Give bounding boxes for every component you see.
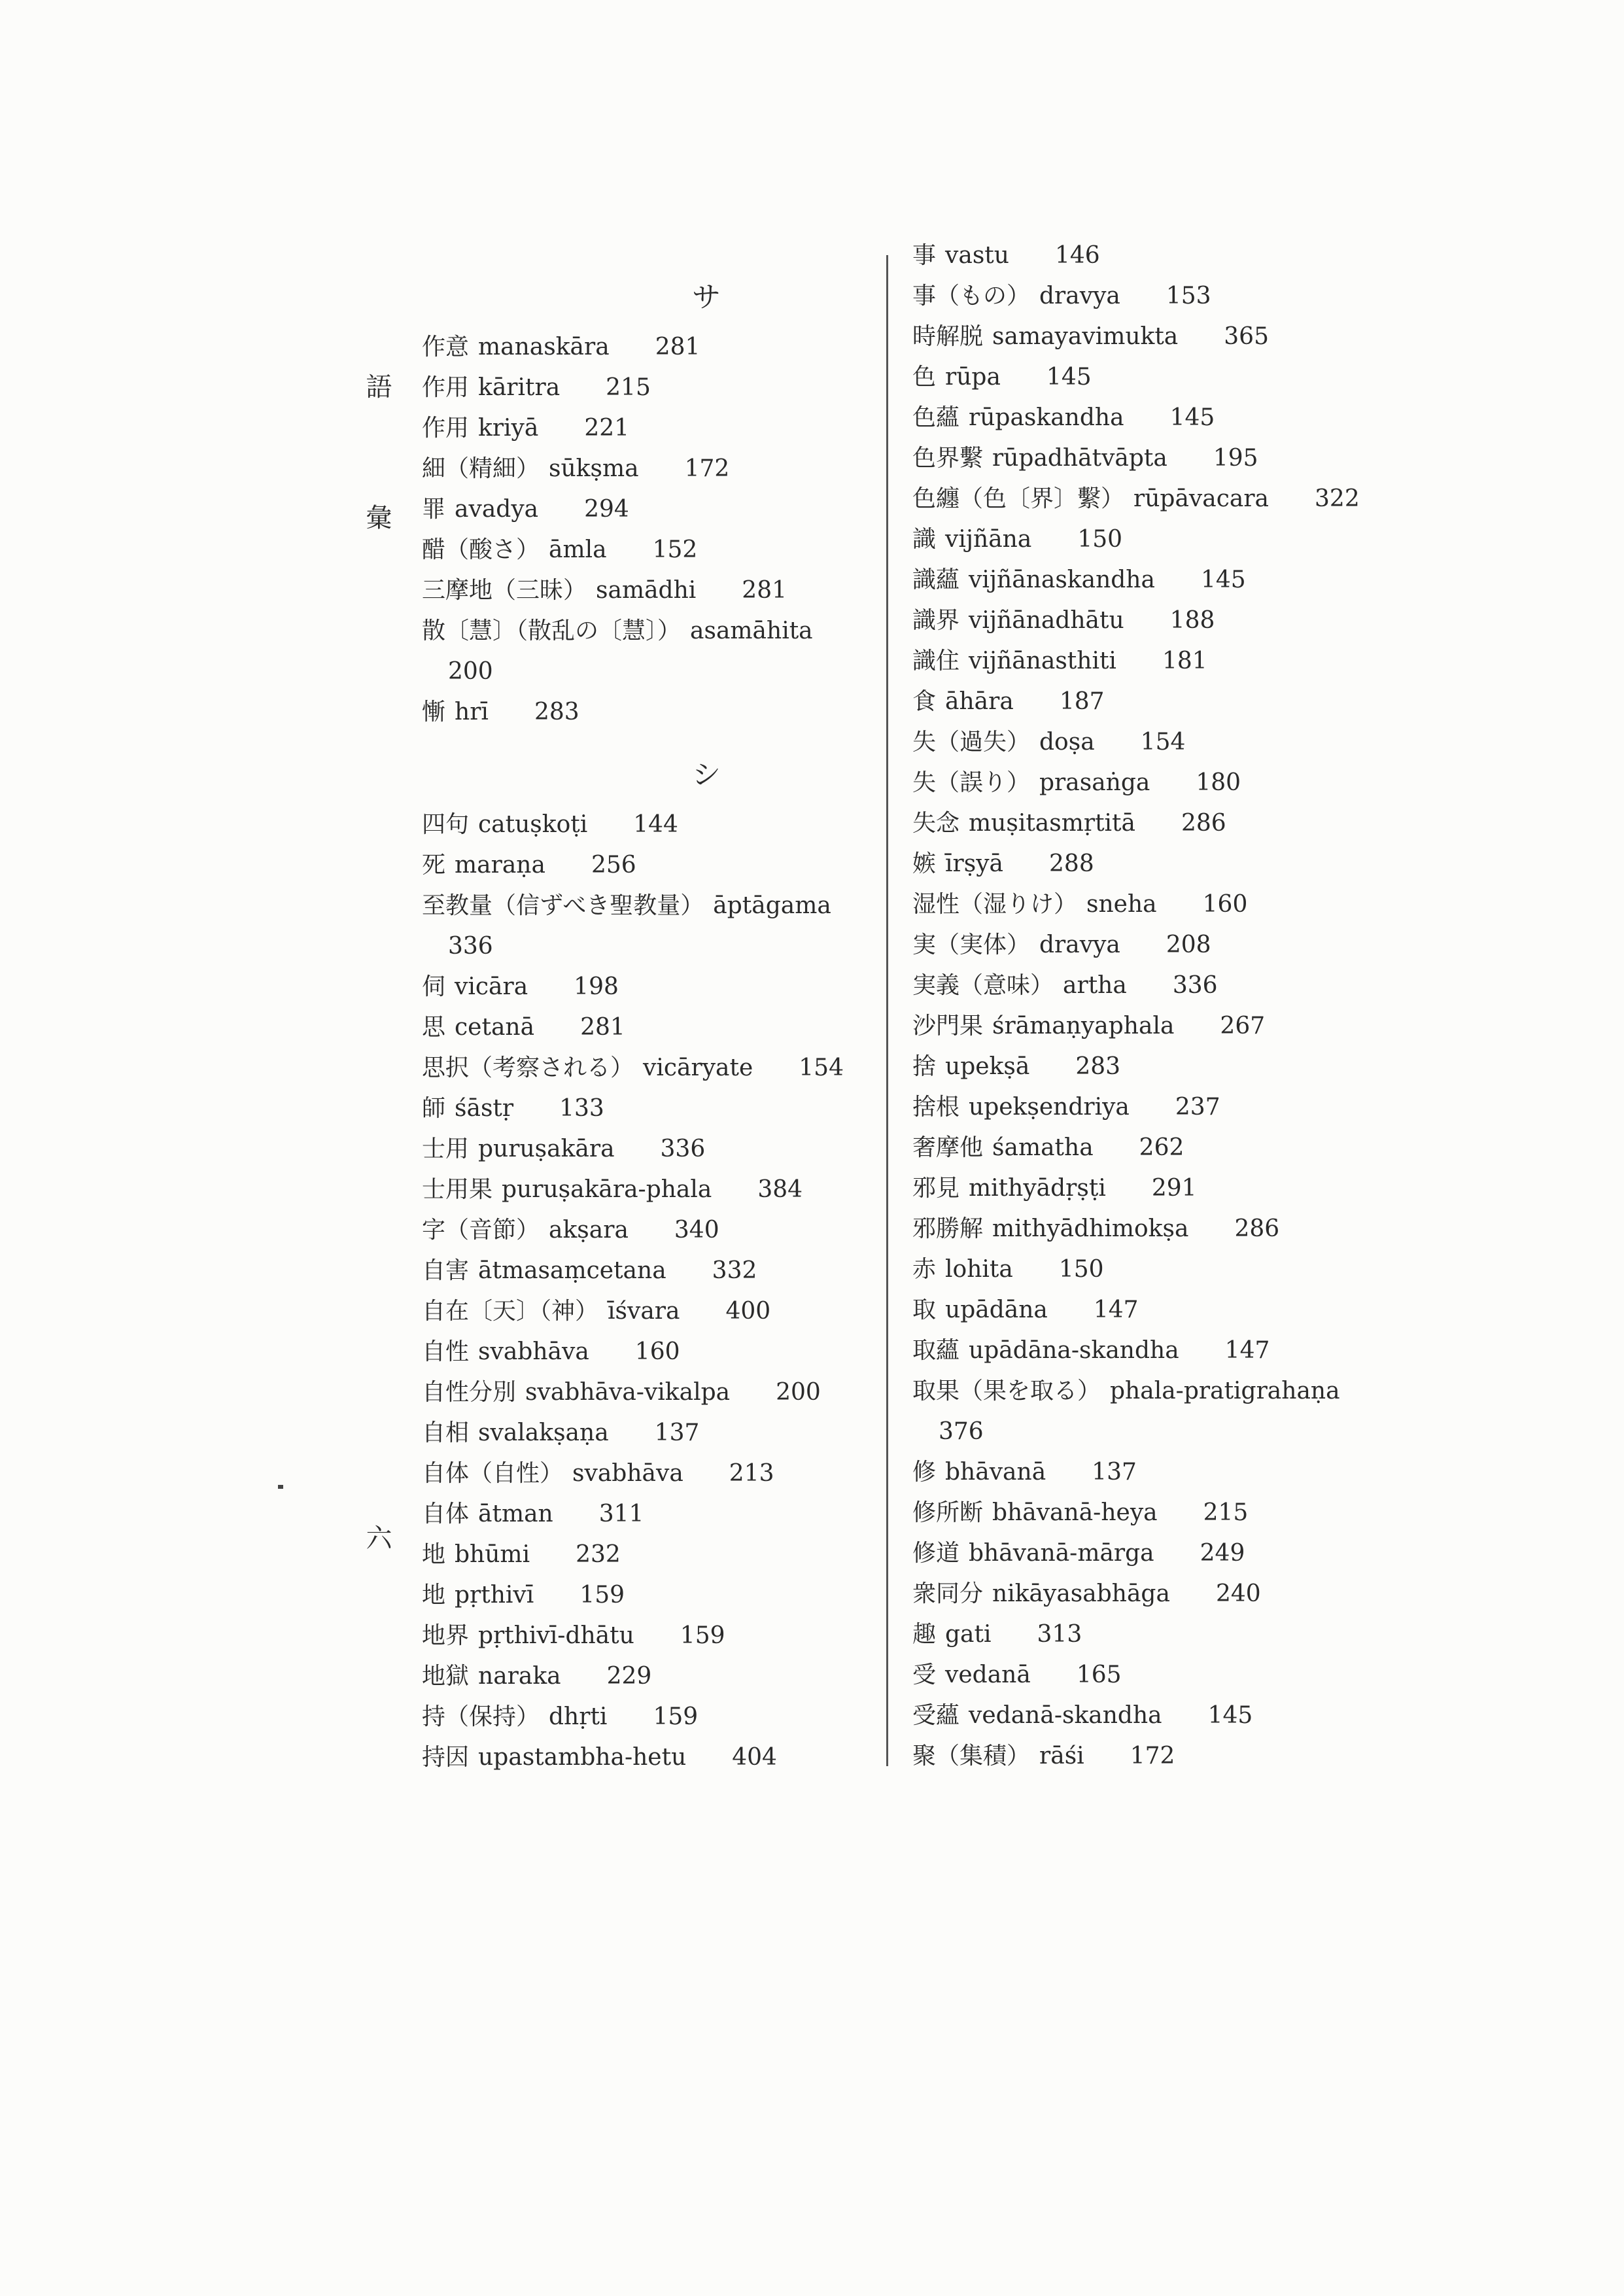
entry-page-number: 286 xyxy=(1181,810,1226,837)
entry-sanskrit: lohita xyxy=(945,1256,1013,1283)
entry-page-number: 283 xyxy=(1075,1053,1121,1080)
entry-sanskrit: prasaṅga xyxy=(1039,769,1150,796)
index-entry xyxy=(422,1170,893,1210)
entry-page-number: 195 xyxy=(1213,445,1258,472)
index-entry xyxy=(422,1251,893,1291)
index-entry xyxy=(422,1048,893,1088)
index-entry xyxy=(912,1168,1429,1209)
index-entry xyxy=(912,763,1429,803)
entry-sanskrit: dhṛti xyxy=(549,1703,608,1730)
index-entry xyxy=(912,1574,1429,1614)
entry-headword: 修所断 xyxy=(912,1499,984,1526)
entry-page-number: 215 xyxy=(1203,1499,1249,1526)
entry-page-number: 154 xyxy=(799,1054,844,1081)
index-entry xyxy=(912,1533,1429,1574)
entry-headword: 醋（酸さ） xyxy=(422,536,540,563)
entry-page-number: 160 xyxy=(1202,891,1248,918)
entry-sanskrit: cetanā xyxy=(455,1014,535,1041)
entry-page-number: 150 xyxy=(1077,526,1123,553)
entry-page-number: 153 xyxy=(1166,283,1211,309)
entry-page-number: 180 xyxy=(1196,769,1241,796)
entry-sanskrit: avadya xyxy=(455,496,539,523)
index-entry xyxy=(912,1371,1429,1452)
index-entry xyxy=(912,1331,1429,1371)
entry-headword: 取蘊 xyxy=(912,1337,960,1364)
entry-page-number: 400 xyxy=(725,1298,771,1325)
index-entry xyxy=(912,641,1429,682)
page-number: 六 xyxy=(362,1524,392,1550)
index-entry xyxy=(422,1494,893,1535)
entry-headword: 色纏（色〔界〕繫） xyxy=(912,485,1125,512)
entry-headword: 沙門果 xyxy=(912,1013,984,1039)
entry-headword: 捨 xyxy=(912,1053,937,1080)
entry-page-number: 332 xyxy=(712,1257,757,1284)
entry-headword: 修 xyxy=(912,1459,937,1486)
entry-headword: 自害 xyxy=(422,1257,470,1284)
entry-sanskrit: puruṣakāra xyxy=(478,1136,615,1162)
entry-page-number: 159 xyxy=(680,1622,725,1649)
entry-page-number: 137 xyxy=(1092,1459,1137,1486)
entry-headword: 聚（集積） xyxy=(912,1743,1031,1769)
entry-sanskrit: vijñānadhātu xyxy=(969,607,1124,634)
entry-sanskrit: hrī xyxy=(455,699,489,725)
entry-sanskrit: rūpaskandha xyxy=(969,404,1124,431)
entry-sanskrit: mithyādṛṣṭi xyxy=(969,1175,1106,1202)
entry-headword: 罪 xyxy=(422,496,446,523)
entry-page-number: 237 xyxy=(1175,1094,1220,1121)
entry-sanskrit: svabhāva-vikalpa xyxy=(525,1379,731,1406)
entry-sanskrit: asamāhita xyxy=(690,617,813,644)
entry-sanskrit: sneha xyxy=(1086,891,1157,918)
entry-sanskrit: rāśi xyxy=(1039,1743,1084,1769)
entry-sanskrit: upekṣendriya xyxy=(969,1094,1130,1121)
entry-headword: 自性分別 xyxy=(422,1379,517,1406)
entry-page-number: 172 xyxy=(1130,1743,1175,1769)
margin-label: 彙 xyxy=(362,504,392,530)
entry-sanskrit: pṛthivī-dhātu xyxy=(478,1622,634,1649)
entry-sanskrit: bhāvanā-heya xyxy=(992,1499,1158,1526)
entry-sanskrit: artha xyxy=(1063,972,1127,999)
entry-page-number: 147 xyxy=(1093,1296,1139,1323)
entry-page-number: 152 xyxy=(652,536,698,563)
entry-sanskrit: vedanā xyxy=(945,1661,1031,1688)
entry-headword: 実義（意味） xyxy=(912,972,1054,999)
entry-page-number: 281 xyxy=(580,1014,625,1041)
index-entry xyxy=(912,722,1429,763)
entry-page-number: 221 xyxy=(584,415,630,442)
index-entry xyxy=(912,519,1429,560)
index-entry xyxy=(422,1129,893,1170)
entry-headword: 受蘊 xyxy=(912,1702,960,1729)
entry-headword: 識蘊 xyxy=(912,566,960,593)
index-entry xyxy=(912,925,1429,965)
index-entry xyxy=(912,1087,1429,1128)
index-entry xyxy=(422,368,893,408)
entry-headword: 趣 xyxy=(912,1621,937,1648)
entry-headword: 識住 xyxy=(912,648,960,674)
entry-sanskrit: āhāra xyxy=(945,688,1014,715)
entry-page-number: 283 xyxy=(534,699,579,725)
entry-headword: 自性 xyxy=(422,1338,470,1365)
entry-page-number: 336 xyxy=(448,933,493,960)
index-entry xyxy=(422,845,893,886)
entry-sanskrit: īśvara xyxy=(608,1298,680,1325)
entry-page-number: 200 xyxy=(448,658,493,685)
entry-sanskrit: phala-pratigrahaṇa xyxy=(1110,1378,1340,1404)
entry-page-number: 215 xyxy=(606,374,651,401)
entry-headword: 時解脱 xyxy=(912,323,984,350)
entry-headword: 地 xyxy=(422,1582,446,1609)
entry-page-number: 198 xyxy=(574,973,619,1000)
entry-sanskrit: samādhi xyxy=(596,577,697,604)
entry-headword: 識 xyxy=(912,526,937,553)
left-column xyxy=(422,268,893,1778)
entry-page-number: 291 xyxy=(1151,1175,1197,1202)
entry-headword: 伺 xyxy=(422,973,446,1000)
entry-sanskrit: samayavimukta xyxy=(992,323,1179,350)
entry-sanskrit: mithyādhimokṣa xyxy=(992,1215,1189,1242)
column-divider xyxy=(886,255,888,1766)
entry-headword: 地 xyxy=(422,1541,446,1568)
index-entry xyxy=(912,1047,1429,1087)
entry-headword: 自在〔天〕（神） xyxy=(422,1298,599,1325)
entry-headword: 師 xyxy=(422,1095,446,1122)
index-entry xyxy=(422,1616,893,1656)
index-entry xyxy=(422,1007,893,1048)
entry-headword: 三摩地（三昧） xyxy=(422,577,587,604)
entry-headword: 散〔慧〕（散乱の〔慧〕） xyxy=(422,617,682,644)
index-entry xyxy=(912,1696,1429,1736)
entry-page-number: 229 xyxy=(606,1663,652,1690)
entry-page-number: 232 xyxy=(576,1541,621,1568)
index-entry xyxy=(422,1210,893,1251)
index-entry xyxy=(422,449,893,489)
entry-sanskrit: rūpa xyxy=(945,364,1001,391)
entry-page-number: 145 xyxy=(1169,404,1215,431)
index-entry xyxy=(422,1737,893,1778)
entry-sanskrit: vijñāna xyxy=(945,526,1032,553)
entry-sanskrit: kāritra xyxy=(478,374,561,401)
index-entry xyxy=(912,1736,1429,1777)
index-entry xyxy=(422,886,893,967)
entry-page-number: 154 xyxy=(1140,729,1186,756)
index-entry xyxy=(422,1088,893,1129)
index-entry xyxy=(912,1006,1429,1047)
index-entry xyxy=(912,1249,1429,1290)
entry-headword: 士用 xyxy=(422,1136,470,1162)
index-entry xyxy=(912,479,1429,519)
entry-headword: 士用果 xyxy=(422,1176,493,1203)
right-column xyxy=(912,235,1429,1777)
index-entry xyxy=(422,805,893,845)
entry-page-number: 365 xyxy=(1224,323,1269,350)
entry-headword: 思択（考察される） xyxy=(422,1054,634,1081)
entry-headword: 死 xyxy=(422,852,446,878)
entry-page-number: 256 xyxy=(591,852,636,878)
entry-headword: 持因 xyxy=(422,1744,470,1771)
entry-headword: 地獄 xyxy=(422,1663,470,1690)
index-entry xyxy=(912,398,1429,438)
entry-headword: 失（過失） xyxy=(912,729,1031,756)
entry-headword: 四句 xyxy=(422,811,470,838)
index-entry xyxy=(422,1413,893,1453)
index-entry xyxy=(422,530,893,570)
entry-sanskrit: manaskāra xyxy=(478,334,610,360)
entry-page-number: 294 xyxy=(584,496,629,523)
entry-page-number: 187 xyxy=(1059,688,1105,715)
entry-headword: 失（誤り） xyxy=(912,769,1031,796)
index-entry xyxy=(912,1290,1429,1331)
entry-page-number: 172 xyxy=(684,455,730,482)
index-entry xyxy=(912,317,1429,357)
index-entry xyxy=(422,611,893,692)
index-entry xyxy=(912,1452,1429,1493)
entry-headword: 自体（自性） xyxy=(422,1460,564,1487)
index-entry xyxy=(912,844,1429,884)
entry-page-number: 322 xyxy=(1315,485,1360,512)
entry-headword: 字（音節） xyxy=(422,1217,540,1244)
entry-headword: 作用 xyxy=(422,374,470,401)
entry-sanskrit: āmla xyxy=(549,536,607,563)
index-entry xyxy=(422,570,893,611)
entry-page-number: 384 xyxy=(757,1176,803,1203)
index-entry xyxy=(912,276,1429,317)
entry-headword: 事（もの） xyxy=(912,283,1031,309)
entry-page-number: 262 xyxy=(1139,1134,1184,1161)
entry-headword: 取果（果を取る） xyxy=(912,1378,1101,1404)
index-entry xyxy=(422,967,893,1007)
entry-sanskrit: puruṣakāra-phala xyxy=(502,1176,712,1203)
entry-sanskrit: kriyā xyxy=(478,415,539,442)
index-entry xyxy=(422,489,893,530)
entry-page-number: 188 xyxy=(1169,607,1215,634)
entry-page-number: 150 xyxy=(1058,1256,1104,1283)
entry-sanskrit: upekṣā xyxy=(945,1053,1030,1080)
entry-page-number: 313 xyxy=(1037,1621,1082,1648)
entry-headword: 奢摩他 xyxy=(912,1134,984,1161)
entry-page-number: 181 xyxy=(1162,648,1207,674)
index-entry xyxy=(422,1372,893,1413)
entry-page-number: 200 xyxy=(776,1379,821,1406)
entry-headword: 取 xyxy=(912,1296,937,1323)
entry-page-number: 311 xyxy=(598,1501,644,1527)
entry-page-number: 146 xyxy=(1054,242,1100,269)
entry-sanskrit: vedanā-skandha xyxy=(969,1702,1162,1729)
entry-page-number: 336 xyxy=(660,1136,706,1162)
entry-sanskrit: bhūmi xyxy=(455,1541,530,1568)
entry-page-number: 133 xyxy=(559,1095,604,1122)
entry-sanskrit: vijñānasthiti xyxy=(969,648,1116,674)
index-entry xyxy=(422,327,893,368)
entry-headword: 至教量（信ずべき聖教量） xyxy=(422,892,704,919)
index-entry xyxy=(912,1614,1429,1655)
entry-page-number: 147 xyxy=(1224,1337,1270,1364)
entry-page-number: 137 xyxy=(654,1419,700,1446)
entry-sanskrit: svalakṣaṇa xyxy=(478,1419,609,1446)
entry-page-number: 376 xyxy=(939,1418,984,1445)
entry-sanskrit: doṣa xyxy=(1039,729,1095,756)
entry-sanskrit: svabhāva xyxy=(478,1338,589,1365)
entry-page-number: 267 xyxy=(1220,1013,1266,1039)
entry-page-number: 281 xyxy=(742,577,787,604)
entry-page-number: 144 xyxy=(633,811,678,838)
section-kana-heading: シ xyxy=(692,758,721,791)
entry-headword: 捨根 xyxy=(912,1094,960,1121)
index-entry xyxy=(912,965,1429,1006)
index-entry xyxy=(912,438,1429,479)
index-entry xyxy=(422,1697,893,1737)
index-entry xyxy=(422,408,893,449)
index-entry xyxy=(912,1128,1429,1168)
entry-headword: 受 xyxy=(912,1661,937,1688)
index-entry xyxy=(912,803,1429,844)
index-entry xyxy=(912,884,1429,925)
index-entry xyxy=(912,1655,1429,1696)
index-entry xyxy=(422,1332,893,1372)
entry-sanskrit: āptāgama xyxy=(713,892,831,919)
entry-headword: 細（精細） xyxy=(422,455,540,482)
index-entry xyxy=(422,1291,893,1332)
entry-headword: 思 xyxy=(422,1014,446,1041)
index-entry xyxy=(422,1535,893,1575)
index-entry xyxy=(912,357,1429,398)
entry-headword: 自相 xyxy=(422,1419,470,1446)
entry-sanskrit: muṣitasmṛtitā xyxy=(969,810,1135,837)
entry-sanskrit: upādāna-skandha xyxy=(969,1337,1179,1364)
entry-headword: 食 xyxy=(912,688,937,715)
entry-page-number: 340 xyxy=(674,1217,719,1244)
entry-sanskrit: vijñānaskandha xyxy=(969,566,1155,593)
entry-sanskrit: dravya xyxy=(1039,931,1120,958)
entry-sanskrit: bhāvanā xyxy=(945,1459,1046,1486)
entry-headword: 邪見 xyxy=(912,1175,960,1202)
index-entry xyxy=(912,682,1429,722)
index-entry xyxy=(912,600,1429,641)
entry-sanskrit: ātman xyxy=(478,1501,553,1527)
index-entry xyxy=(912,560,1429,600)
entry-headword: 作用 xyxy=(422,415,470,442)
entry-sanskrit: śāstṛ xyxy=(455,1095,514,1122)
entry-page-number: 281 xyxy=(655,334,700,360)
entry-page-number: 336 xyxy=(1172,972,1218,999)
entry-sanskrit: rūpāvacara xyxy=(1133,485,1270,512)
entry-sanskrit: vastu xyxy=(945,242,1009,269)
entry-sanskrit: gati xyxy=(945,1621,992,1648)
entry-sanskrit: naraka xyxy=(478,1663,561,1690)
entry-sanskrit: upastambha-hetu xyxy=(478,1744,687,1771)
entry-page-number: 286 xyxy=(1234,1215,1280,1242)
entry-headword: 湿性（湿りけ） xyxy=(912,891,1078,918)
entry-sanskrit: śamatha xyxy=(992,1134,1094,1161)
entry-headword: 識界 xyxy=(912,607,960,634)
entry-headword: 作意 xyxy=(422,334,470,360)
entry-page-number: 159 xyxy=(579,1582,625,1609)
entry-headword: 事 xyxy=(912,242,937,269)
stray-mark xyxy=(278,1485,283,1489)
entry-headword: 赤 xyxy=(912,1256,937,1283)
entry-sanskrit: upādāna xyxy=(945,1296,1048,1323)
entry-sanskrit: bhāvanā-mārga xyxy=(969,1540,1154,1567)
index-entry xyxy=(422,1575,893,1616)
entry-sanskrit: svabhāva xyxy=(572,1460,683,1487)
entry-headword: 慚 xyxy=(422,699,446,725)
entry-sanskrit: nikāyasabhāga xyxy=(992,1580,1170,1607)
entry-sanskrit: dravya xyxy=(1039,283,1120,309)
entry-headword: 地界 xyxy=(422,1622,470,1649)
entry-headword: 失念 xyxy=(912,810,960,837)
index-entry xyxy=(422,1656,893,1697)
entry-page-number: 165 xyxy=(1076,1661,1122,1688)
entry-page-number: 208 xyxy=(1166,931,1211,958)
index-entry xyxy=(912,1209,1429,1249)
entry-sanskrit: maraṇa xyxy=(455,852,545,878)
entry-headword: 実（実体） xyxy=(912,931,1031,958)
entry-headword: 嫉 xyxy=(912,850,937,877)
entry-headword: 持（保持） xyxy=(422,1703,540,1730)
entry-headword: 邪勝解 xyxy=(912,1215,984,1242)
index-entry xyxy=(422,1453,893,1494)
entry-sanskrit: vicāryate xyxy=(643,1054,753,1081)
entry-sanskrit: ātmasaṃcetana xyxy=(478,1257,666,1284)
entry-page-number: 145 xyxy=(1200,566,1246,593)
entry-headword: 衆同分 xyxy=(912,1580,984,1607)
entry-sanskrit: rūpadhātvāpta xyxy=(992,445,1167,472)
section-kana-heading: サ xyxy=(692,281,721,314)
entry-page-number: 240 xyxy=(1215,1580,1261,1607)
entry-page-number: 404 xyxy=(732,1744,777,1771)
entry-sanskrit: vicāra xyxy=(455,973,528,1000)
index-entry xyxy=(422,692,893,733)
entry-sanskrit: akṣara xyxy=(549,1217,629,1244)
entry-sanskrit: śrāmaṇyaphala xyxy=(992,1013,1175,1039)
entry-sanskrit: īrṣyā xyxy=(945,850,1004,877)
entry-headword: 色界繫 xyxy=(912,445,984,472)
entry-page-number: 249 xyxy=(1200,1540,1245,1567)
entry-page-number: 213 xyxy=(729,1460,774,1487)
index-entry xyxy=(912,235,1429,276)
margin-label: 語 xyxy=(362,373,392,399)
entry-page-number: 160 xyxy=(634,1338,680,1365)
index-entry xyxy=(912,1493,1429,1533)
entry-page-number: 288 xyxy=(1049,850,1094,877)
entry-headword: 色蘊 xyxy=(912,404,960,431)
entry-headword: 色 xyxy=(912,364,937,391)
entry-sanskrit: pṛthivī xyxy=(455,1582,534,1609)
entry-page-number: 145 xyxy=(1046,364,1092,391)
entry-sanskrit: catuṣkoṭi xyxy=(478,811,588,838)
entry-sanskrit: sūkṣma xyxy=(549,455,639,482)
entry-page-number: 145 xyxy=(1207,1702,1253,1729)
entry-headword: 修道 xyxy=(912,1540,960,1567)
entry-page-number: 159 xyxy=(653,1703,699,1730)
entry-headword: 自体 xyxy=(422,1501,470,1527)
